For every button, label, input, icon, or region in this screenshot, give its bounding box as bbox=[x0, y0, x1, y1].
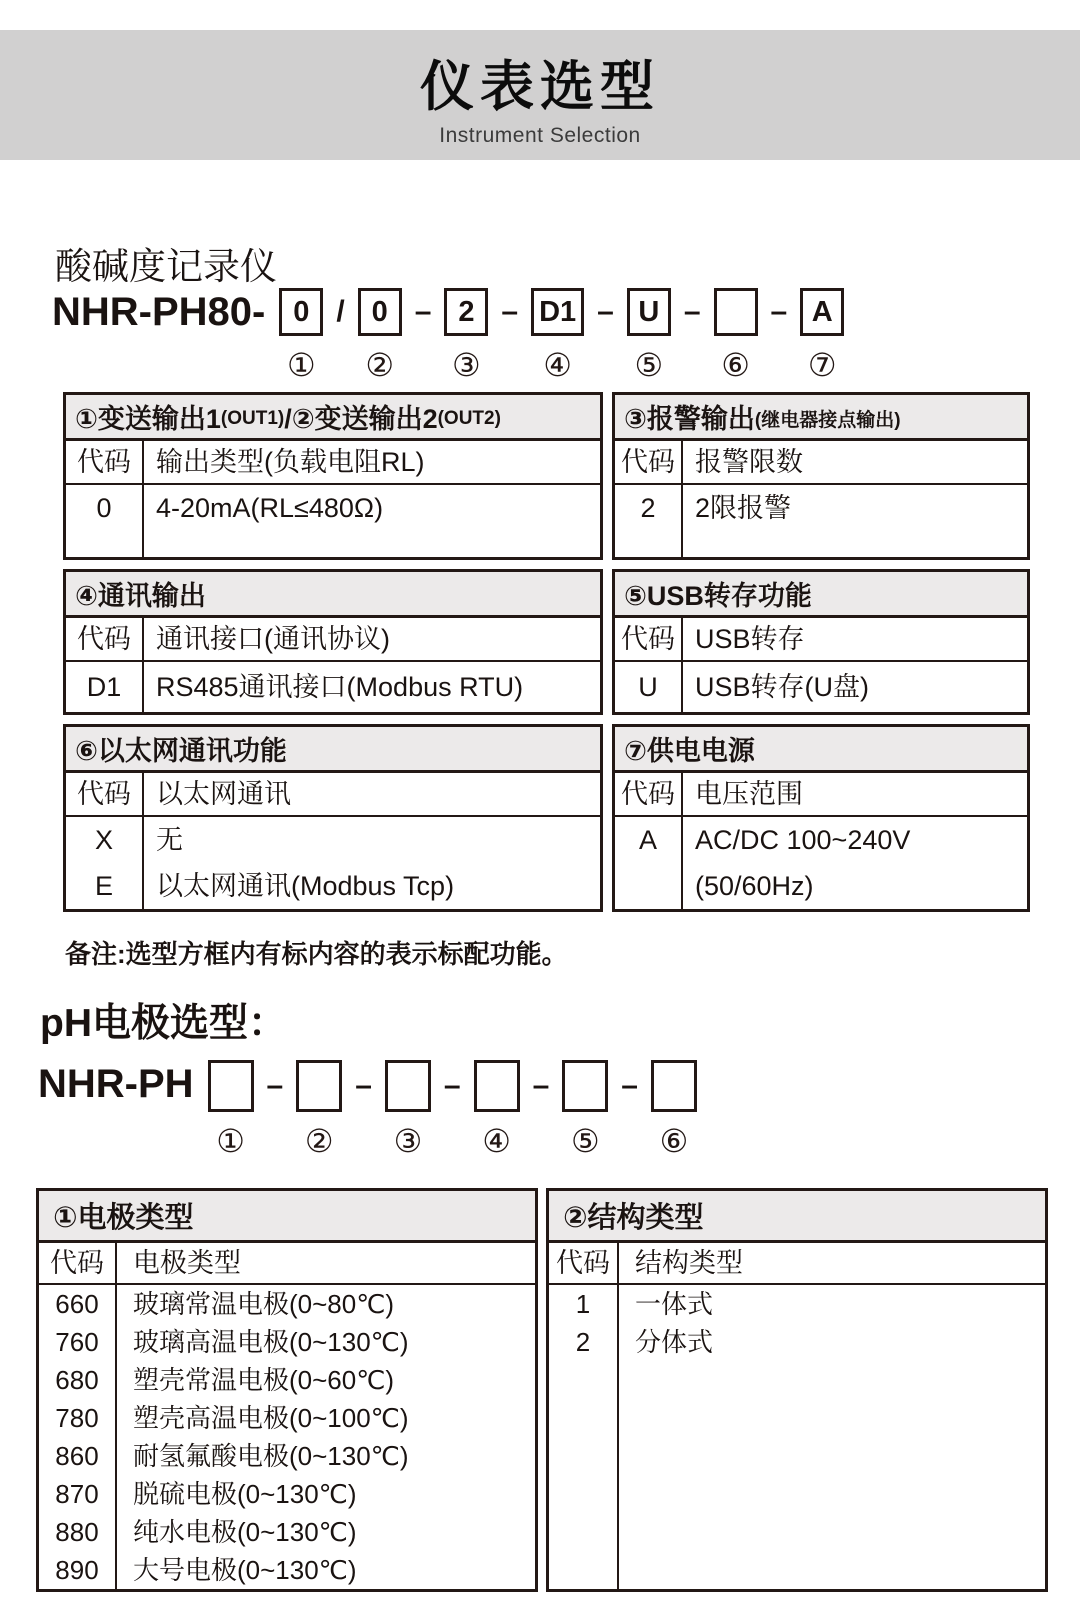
desc-cell: 玻璃常温电极(0~80℃) bbox=[133, 1289, 395, 1319]
section-ethernet-function bbox=[63, 724, 603, 912]
model-segment-5 bbox=[627, 288, 671, 384]
model-box-1: 0 bbox=[279, 288, 323, 336]
header-text-small: (OUT2) bbox=[437, 407, 501, 429]
type-column-label: 以太网通讯 bbox=[156, 779, 291, 809]
column-header-row bbox=[66, 441, 600, 485]
header-text: ③报警输出 bbox=[624, 404, 755, 434]
section-usb-function bbox=[612, 569, 1030, 715]
model-box-4: D1 bbox=[531, 288, 584, 336]
section-header bbox=[66, 395, 600, 441]
type-column-label: 电极类型 bbox=[133, 1248, 241, 1278]
model-box-2: 0 bbox=[358, 288, 402, 336]
page-subtitle: Instrument Selection bbox=[439, 124, 641, 147]
model-separator-dash: – bbox=[443, 1069, 461, 1102]
code-cell: 890 bbox=[55, 1555, 99, 1585]
code-cell: X bbox=[94, 825, 113, 855]
circled-number-3: ③ bbox=[393, 1123, 423, 1159]
model-segment-4 bbox=[474, 1060, 520, 1160]
section-electrode-type bbox=[36, 1188, 538, 1592]
desc-cell: 耐氢氟酸电极(0~130℃) bbox=[133, 1441, 409, 1471]
column-header-row bbox=[39, 1243, 535, 1285]
code-cell: 680 bbox=[55, 1365, 99, 1395]
model-separator-dash: – bbox=[532, 1069, 550, 1102]
model-segment-2 bbox=[296, 1060, 342, 1160]
code-cell: 2 bbox=[640, 493, 656, 523]
model-box-7: A bbox=[800, 288, 844, 336]
code-column-label: 代码 bbox=[621, 447, 675, 477]
model-segment-5 bbox=[562, 1060, 608, 1160]
code-cell: 2 bbox=[575, 1327, 591, 1357]
section-header bbox=[39, 1191, 535, 1243]
circled-number-2: ② bbox=[304, 1123, 334, 1159]
electrode-box-3-empty bbox=[385, 1060, 431, 1112]
circled-number-6: ⑥ bbox=[659, 1123, 689, 1159]
circled-number-3: ③ bbox=[452, 347, 481, 383]
electrode-box-6-empty bbox=[651, 1060, 697, 1112]
model-segment-7 bbox=[800, 288, 844, 384]
column-header-row bbox=[615, 618, 1027, 662]
code-column-label: 代码 bbox=[77, 447, 131, 477]
column-header-row bbox=[615, 773, 1027, 817]
code-cell bbox=[615, 863, 681, 909]
desc-cell: 一体式 bbox=[635, 1289, 714, 1319]
header-text: ⑥以太网通讯功能 bbox=[75, 736, 287, 766]
header-text: /②变送输出2 bbox=[284, 404, 438, 434]
desc-cell: USB转存(U盘) bbox=[695, 672, 869, 702]
model-segment-3 bbox=[444, 288, 488, 384]
header-text: ①电极类型 bbox=[53, 1202, 194, 1234]
type-column-label: 输出类型(负载电阻RL) bbox=[156, 447, 425, 477]
electrode-model-line bbox=[38, 1060, 697, 1160]
model-separator-dash: – bbox=[597, 295, 614, 328]
section-alarm-output bbox=[612, 392, 1030, 560]
electrode-model-prefix: NHR-PH bbox=[38, 1062, 194, 1106]
section-rows bbox=[66, 662, 600, 712]
desc-cell: 分体式 bbox=[635, 1327, 714, 1357]
code-cell: 660 bbox=[55, 1289, 99, 1319]
header-text: ⑤USB转存功能 bbox=[624, 581, 812, 611]
model-separator-dash: – bbox=[266, 1069, 284, 1102]
page-title: 仪表选型 bbox=[420, 57, 660, 117]
circled-number-5: ⑤ bbox=[570, 1123, 600, 1159]
circled-number-4: ④ bbox=[543, 347, 572, 383]
circled-number-7: ⑦ bbox=[807, 347, 837, 383]
column-header-row bbox=[66, 773, 600, 817]
model-separator-dash: – bbox=[355, 1069, 372, 1102]
electrode-table bbox=[36, 1188, 1048, 1592]
code-column-label: 代码 bbox=[621, 624, 675, 654]
code-cell: 780 bbox=[55, 1403, 99, 1433]
model-box-3: 2 bbox=[444, 288, 488, 336]
code-column-label: 代码 bbox=[621, 779, 675, 809]
circled-number-6: ⑥ bbox=[721, 347, 750, 383]
section-rows bbox=[615, 485, 1027, 557]
header-text-small: (OUT1) bbox=[220, 407, 285, 429]
desc-cell: 大号电极(0~130℃) bbox=[133, 1555, 357, 1585]
desc-cell: 无 bbox=[156, 825, 183, 855]
desc-cell: 塑壳高温电极(0~100℃) bbox=[133, 1403, 409, 1433]
desc-cell: AC/DC 100~240V bbox=[695, 825, 911, 855]
recorder-model-prefix: NHR-PH80- bbox=[52, 290, 266, 334]
code-cell: E bbox=[94, 871, 113, 901]
section-structure-type bbox=[546, 1188, 1048, 1592]
desc-cell: 纯水电极(0~130℃) bbox=[133, 1517, 357, 1547]
type-column-label: USB转存 bbox=[695, 624, 805, 654]
model-separator-dash: – bbox=[770, 295, 788, 328]
desc-cell: 以太网通讯(Modbus Tcp) bbox=[156, 871, 455, 901]
code-cell: 760 bbox=[55, 1327, 99, 1357]
section-header bbox=[66, 572, 600, 618]
section-rows bbox=[615, 817, 1027, 909]
code-cell: 870 bbox=[55, 1479, 99, 1509]
model-separator-dash: – bbox=[414, 295, 432, 328]
desc-cell: 4-20mA(RL≤480Ω) bbox=[156, 493, 384, 523]
section-rows bbox=[549, 1285, 1045, 1589]
column-header-row bbox=[66, 618, 600, 662]
recorder-model-line bbox=[52, 288, 844, 384]
section-transmit-output bbox=[63, 392, 603, 560]
section-header bbox=[615, 395, 1027, 441]
code-cell: A bbox=[638, 825, 657, 855]
header-text: ②结构类型 bbox=[563, 1202, 704, 1234]
desc-cell: 脱硫电极(0~130℃) bbox=[133, 1479, 357, 1509]
section-header bbox=[66, 727, 600, 773]
selection-table bbox=[63, 392, 1030, 912]
electrode-box-2-empty bbox=[296, 1060, 342, 1112]
note-text: 备注:选型方框内有标内容的表示标配功能。 bbox=[65, 939, 568, 969]
model-segment-2 bbox=[358, 288, 402, 384]
header-text: ①变送输出1 bbox=[75, 404, 221, 434]
model-separator-slash: / bbox=[336, 295, 345, 328]
desc-cell: 玻璃高温电极(0~130℃) bbox=[133, 1327, 409, 1357]
code-cell: 0 bbox=[96, 493, 112, 523]
model-separator-dash: – bbox=[683, 295, 701, 328]
desc-cell: 2限报警 bbox=[695, 493, 792, 523]
model-box-6-empty bbox=[714, 288, 758, 336]
circled-number-4: ④ bbox=[482, 1123, 511, 1159]
code-cell: 880 bbox=[55, 1517, 99, 1547]
section-rows bbox=[615, 662, 1027, 712]
circled-number-5: ⑤ bbox=[634, 347, 664, 383]
desc-cell: 塑壳常温电极(0~60℃) bbox=[133, 1365, 395, 1395]
banner bbox=[0, 30, 1080, 160]
header-text: ④通讯输出 bbox=[75, 581, 206, 611]
model-segment-6 bbox=[651, 1060, 697, 1160]
section-header bbox=[615, 572, 1027, 618]
model-separator-dash: – bbox=[621, 1069, 638, 1102]
section-rows bbox=[39, 1285, 535, 1589]
code-column-label: 代码 bbox=[77, 624, 131, 654]
code-cell: U bbox=[638, 672, 658, 702]
header-text-small: (继电器接点输出) bbox=[754, 410, 901, 431]
type-column-label: 报警限数 bbox=[695, 447, 803, 477]
electrode-box-5-empty bbox=[562, 1060, 608, 1112]
type-column-label: 结构类型 bbox=[635, 1248, 743, 1278]
circled-number-1: ① bbox=[287, 347, 316, 383]
desc-cell: (50/60Hz) bbox=[695, 871, 814, 901]
model-separator-dash: – bbox=[501, 295, 519, 328]
section-power-supply bbox=[612, 724, 1030, 912]
electrode-box-1-empty bbox=[208, 1060, 254, 1112]
type-column-label: 电压范围 bbox=[695, 779, 803, 809]
code-column-label: 代码 bbox=[77, 779, 131, 809]
section-header bbox=[615, 727, 1027, 773]
header-text: ⑦供电电源 bbox=[624, 736, 755, 766]
code-cell: 1 bbox=[575, 1289, 591, 1319]
recorder-section-title: 酸碱度记录仪 bbox=[55, 246, 277, 287]
electrode-section-title: pH电极选型： bbox=[40, 1002, 287, 1045]
circled-number-1: ① bbox=[216, 1123, 245, 1159]
code-column-label: 代码 bbox=[556, 1248, 610, 1278]
model-segment-6 bbox=[714, 288, 758, 384]
model-segment-4 bbox=[531, 288, 584, 384]
model-segment-1 bbox=[208, 1060, 254, 1160]
model-box-5: U bbox=[627, 288, 671, 336]
section-rows bbox=[66, 485, 600, 557]
code-cell: D1 bbox=[86, 672, 122, 702]
section-rows bbox=[66, 817, 600, 909]
model-segment-3 bbox=[385, 1060, 431, 1160]
electrode-box-4-empty bbox=[474, 1060, 520, 1112]
column-header-row bbox=[615, 441, 1027, 485]
code-cell: 860 bbox=[55, 1441, 99, 1471]
code-column-label: 代码 bbox=[50, 1248, 104, 1278]
section-header bbox=[549, 1191, 1045, 1243]
column-header-row bbox=[549, 1243, 1045, 1285]
model-segment-1 bbox=[279, 288, 323, 384]
section-comm-output bbox=[63, 569, 603, 715]
type-column-label: 通讯接口(通讯协议) bbox=[156, 624, 390, 654]
desc-cell: RS485通讯接口(Modbus RTU) bbox=[156, 672, 524, 702]
circled-number-2: ② bbox=[365, 347, 395, 383]
